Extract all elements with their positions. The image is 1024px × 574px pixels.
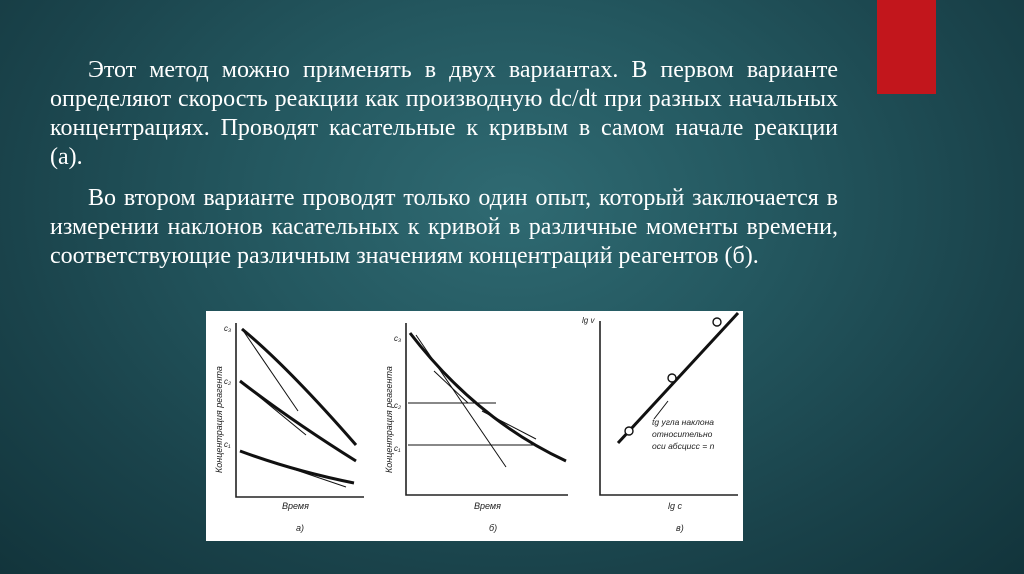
panel-a-tick-c3: c₃ (224, 324, 232, 333)
panel-a-curve-c2 (240, 381, 356, 461)
panel-c-caption: в) (676, 523, 684, 533)
panel-b-xlabel: Время (474, 501, 501, 511)
panel-c-ylabel: lg v (582, 316, 595, 325)
panel-b-tangent-3 (482, 411, 536, 439)
figure (206, 311, 743, 541)
panel-c-xlabel: lg c (668, 501, 683, 511)
panel-a-curve-c1 (240, 451, 354, 483)
panel-a (214, 323, 364, 533)
panel-c-annotation-line-2: относительно (652, 429, 713, 439)
panel-a-curve-c3 (242, 329, 356, 445)
panel-b (384, 323, 568, 533)
panel-a-tangent-c3 (242, 329, 298, 411)
panel-c (582, 313, 738, 533)
panel-a-xlabel: Время (282, 501, 309, 511)
panel-b-axes (406, 323, 568, 495)
panel-a-ylabel: Концентрация реагента (214, 366, 224, 473)
panel-b-tangent-1 (416, 335, 506, 467)
panel-b-tangent-2 (434, 371, 468, 403)
panel-a-tick-c2: c₂ (224, 377, 232, 386)
text-block (50, 56, 838, 271)
accent-bar (877, 0, 936, 94)
panel-c-point-3 (713, 318, 721, 326)
panel-b-ylabel: Концентрация реагента (384, 366, 394, 473)
panel-c-annotation-line-3: оси абсцисс = n (652, 441, 715, 451)
figure-graphics (206, 311, 743, 541)
panel-c-point-2 (668, 374, 676, 382)
panel-c-point-1 (625, 427, 633, 435)
panel-b-caption: б) (489, 523, 498, 533)
panel-a-caption: а) (296, 523, 305, 533)
panel-c-annotation-line-1: tg угла наклона (652, 417, 715, 427)
panel-b-tick-c2: c₂ (394, 401, 402, 410)
panel-c-axes (600, 321, 738, 495)
panel-b-tick-c3: c₃ (394, 334, 402, 343)
panel-b-tick-c1: c₁ (394, 444, 401, 453)
paragraph-1: Этот метод можно применять в двух вариантах. В первом варианте определяют скорость реакции как производную dc/dt при разных начальных концентрациях. Проводят касательные к кривым в самом начале реакции (а). (50, 57, 838, 170)
panel-b-curve (410, 333, 566, 461)
paragraph-2: Во втором варианте проводят только один опыт, который заключается в измерении наклонов касательных к кривой в различные моменты времени, соответствующие различным значениям концентраций реагентов (б). (50, 185, 838, 269)
panel-a-tick-c1: c₁ (224, 440, 231, 449)
panel-a-tangent-c1 (240, 451, 346, 487)
